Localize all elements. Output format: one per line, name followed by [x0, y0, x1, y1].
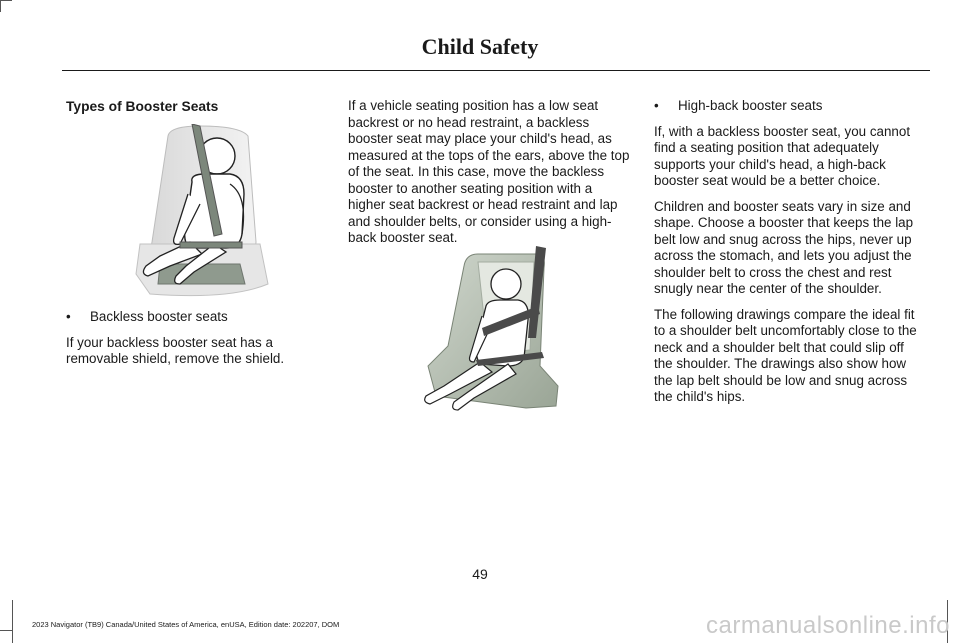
- paragraph: Children and booster seats vary in size and shape. Choose a booster that keeps the lap belt low and snug across the hips, never up across the stomach, and lets you adjust the shoulder belt to cross the chest and rest snugly near the center of the shoulder.: [654, 198, 914, 296]
- section-heading: Types of Booster Seats: [66, 99, 219, 114]
- paragraph: If a vehicle seating position has a low seat backrest or no head restraint, a backless booster seat may place your child's head, as measured at the tops of the ears, above the top of the seat. In this case, move the backless booster to another seating position with a higher seat backrest or head restraint and lap and shoulder belts, or consider using a high-back booster seat.: [348, 98, 630, 245]
- paragraph: The following drawings compare the ideal fit to a shoulder belt uncomfortably close to the neck and a shoulder belt that could slip off the shoulder. The drawings also show how the lap belt should be low and snug across the child's hips.: [654, 306, 917, 404]
- column-left: [66, 99, 316, 126]
- column-right: [654, 98, 926, 415]
- crop-mark: [0, 630, 12, 631]
- footer-edition: 2023 Navigator (TB9) Canada/United States of America, enUSA, Edition date: 202207, DOM: [32, 620, 340, 629]
- bullet-item: [654, 98, 926, 115]
- high-back-booster-illustration: [418, 246, 568, 414]
- column-middle: [348, 98, 632, 256]
- page-title: Child Safety: [421, 34, 539, 59]
- crop-mark: [0, 0, 1, 12]
- paragraph: If your backless booster seat has a removable shield, remove the shield.: [66, 334, 285, 366]
- crop-mark: [12, 600, 13, 643]
- page-number: 49: [472, 566, 488, 582]
- backless-booster-illustration: [130, 124, 270, 300]
- watermark: carmanualsonline.info: [706, 612, 950, 639]
- bullet-text: High-back booster seats: [678, 98, 823, 113]
- header-divider: [62, 70, 930, 71]
- bullet-item: [66, 309, 316, 326]
- paragraph: If, with a backless booster seat, you cannot find a seating position that adequately supports your child's head, a high-back booster seat would be a better choice.: [654, 123, 911, 188]
- bullet-text: Backless booster seats: [90, 309, 228, 324]
- column-left-body: [66, 309, 316, 377]
- bullet-glyph: •: [66, 309, 71, 324]
- crop-mark: [0, 0, 12, 1]
- bullet-glyph: •: [654, 98, 659, 113]
